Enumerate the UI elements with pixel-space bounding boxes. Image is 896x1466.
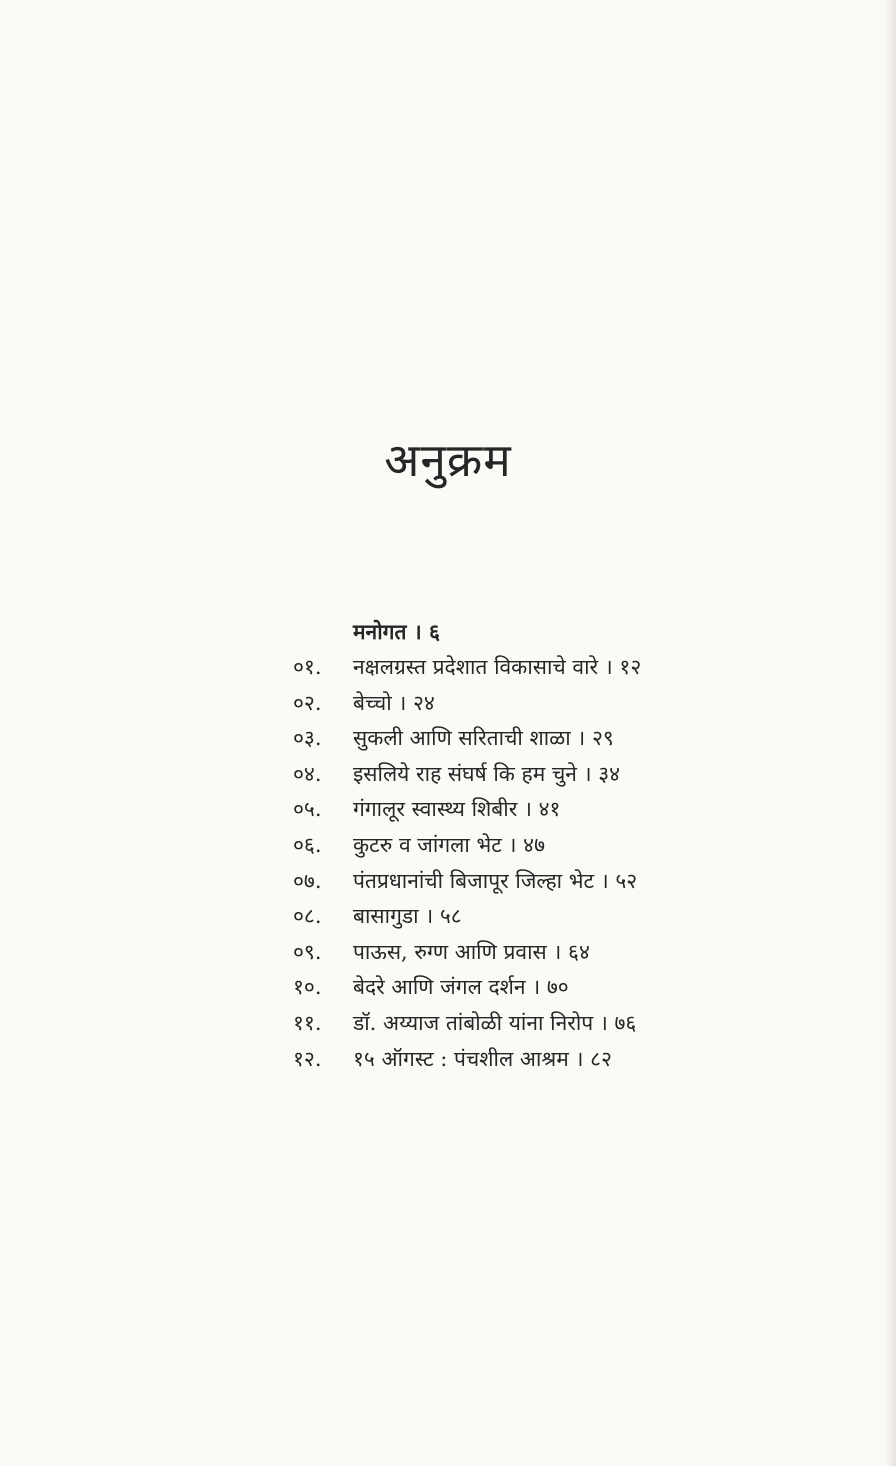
toc-entry-title: बेदरे आणि जंगल दर्शन । ७०	[353, 975, 569, 1000]
page-title: अनुक्रम	[384, 433, 512, 487]
toc-entry-number: ०९.	[293, 939, 322, 964]
toc-entry-03	[293, 721, 641, 757]
toc-entry-number: १२.	[293, 1046, 322, 1071]
toc-entry-title: कुटरु व जांगला भेट । ४७	[353, 832, 545, 857]
toc-entry-title: पंतप्रधानांची बिजापूर जिल्हा भेट । ५२	[353, 868, 638, 893]
toc-entry-01	[293, 650, 641, 686]
page-edge-shadow	[884, 0, 896, 1466]
toc-entry-title: पाऊस, रुग्ण आणि प्रवास । ६४	[353, 939, 590, 964]
toc-entry-07	[293, 864, 641, 900]
toc-entry-10	[293, 970, 641, 1006]
toc-entry-number: ०७.	[293, 868, 322, 893]
toc-entry-11	[293, 1006, 641, 1042]
toc-entry-title: इसलिये राह संघर्ष कि हम चुने । ३४	[353, 761, 621, 786]
toc-entry-title: सुकली आणि सरिताची शाळा । २९	[353, 726, 614, 751]
toc-entry-09	[293, 935, 641, 971]
toc-entry-05	[293, 792, 641, 828]
table-of-contents	[293, 650, 641, 1077]
toc-entry-number: ०३.	[293, 726, 322, 751]
toc-entry-number: १०.	[293, 975, 322, 1000]
toc-entry-02	[293, 686, 641, 722]
toc-entry-number: ०६.	[293, 832, 322, 857]
toc-entry-06	[293, 828, 641, 864]
toc-entry-title: १५ ऑगस्ट : पंचशील आश्रम । ८२	[353, 1046, 612, 1071]
toc-entry-title: बेच्चो । २४	[353, 690, 435, 715]
toc-entry-title: बासागुडा । ५८	[353, 904, 462, 929]
toc-entry-title: डॉ. अय्याज तांबोळी यांना निरोप । ७६	[353, 1010, 637, 1035]
toc-entry-number: ०४.	[293, 761, 322, 786]
toc-entry-number: ११.	[293, 1010, 322, 1035]
toc-entry-04	[293, 757, 641, 793]
preface-entry: मनोगत । ६	[353, 619, 440, 644]
toc-entry-number: ०८.	[293, 904, 322, 929]
toc-entry-08	[293, 899, 641, 935]
toc-entry-number: ०२.	[293, 690, 322, 715]
toc-entry-number: ०५.	[293, 797, 322, 822]
toc-entry-number: ०१.	[293, 655, 322, 679]
toc-entry-title: गंगालूर स्वास्थ्य शिबीर । ४१	[353, 797, 561, 822]
toc-entry-12	[293, 1042, 641, 1078]
toc-entry-title: नक्षलग्रस्त प्रदेशात विकासाचे वारे । १२	[353, 655, 642, 679]
